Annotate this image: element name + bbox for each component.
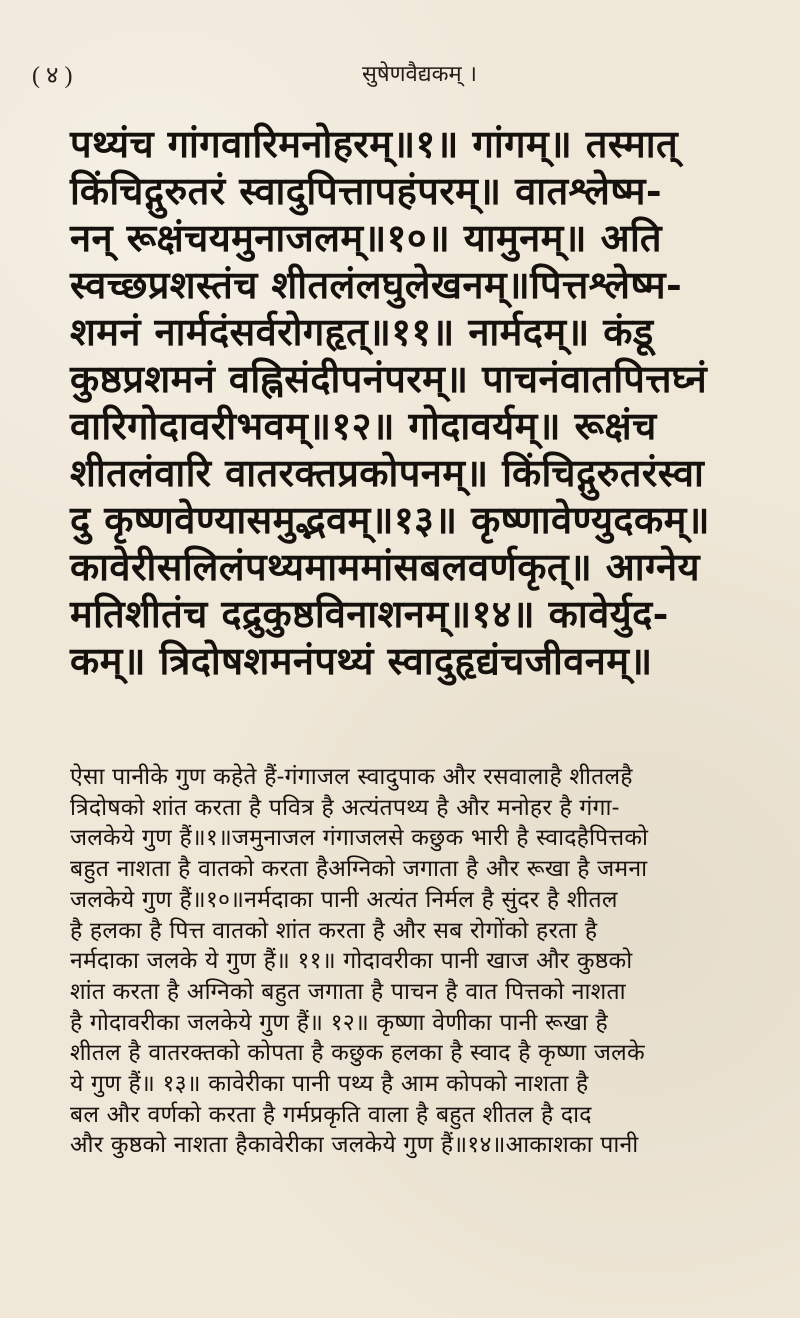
verse-line-4: स्वच्छप्रशस्तंच शीतलंलघुलेखनम्॥पित्तश्लेष्म- [70, 262, 683, 307]
page-header [32, 58, 760, 90]
verse-line-6: कुष्ठप्रशमनं वह्निसंदीपनंपरम्॥ पाचनंवातपित्तघ्नं [70, 356, 708, 401]
commentary-line-1: ऐसा पानीके गुण कहेते हैं-गंगाजल स्वादुपाक और रसवालाहै शीतलहै [70, 764, 633, 790]
commentary-line-11: ये गुण हैं॥ १३॥ कावेरीका पानी पथ्य है आम कोपको नाशता है [70, 1071, 589, 1098]
commentary-line-8: शांत करता है अग्निको बहुत जगाता है पाचन है वात पित्तको नाशता [70, 978, 626, 1005]
commentary-line-5: जलकेये गुण हैं॥१०॥नर्मदाका पानी अत्यंत निर्मल है सुंदर है शीतल [70, 886, 618, 913]
commentary-line-9: है गोदावरीका जलकेये गुण हैं॥ १२॥ कृष्णा वेणीका पानी रूखा है [70, 1009, 608, 1036]
verse-line-10: कावेरीसलिलंपथ्यमाममांसबलवर्णकृत्॥ आग्नेय [70, 544, 700, 589]
verse-line-11: मतिशीतंच दद्रुकुष्ठविनाशनम्॥१४॥ कावेर्युद- [70, 591, 669, 636]
verse-line-2: किंचिद्गुरुतरं स्वादुपित्तापहंपरम्॥ वातश्लेष्म- [70, 168, 663, 213]
sanskrit-verse-block [70, 120, 752, 684]
verse-line-12: कम्॥ त्रिदोषशमनंपथ्यं स्वादुहृद्यंचजीवनम्॥ [70, 638, 653, 683]
verse-line-9: दु कृष्णवेण्यासमुद्भवम्॥१३॥ कृष्णावेण्युदकम्॥ [70, 497, 710, 542]
verse-line-3: नन् रूक्षंचयमुनाजलम्॥१०॥ यामुनम्॥ अति [70, 215, 662, 260]
verse-line-1: पथ्यंच गांगवारिमनोहरम्॥१॥ गांगम्॥ तस्मात् [70, 121, 679, 166]
commentary-line-10: शीतल है वातरक्तको कोपता है कछुक हलका है स्वाद है कृष्णा जलके [70, 1040, 645, 1067]
verse-line-5: शमनं नार्मदंसर्वरोगहृत्॥११॥ नार्मदम्॥ कंडू [70, 309, 654, 354]
verse-line-7: वारिगोदावरीभवम्॥१२॥ गोदावर्यम्॥ रूक्षंच [70, 403, 657, 448]
commentary-line-2: त्रिदोषको शांत करता है पवित्र है अत्यंतपथ्य है और मनोहर है गंगा- [70, 794, 620, 821]
commentary-line-13: और कुष्ठको नाशता हैकावेरीका जलकेये गुण हैं॥१४॥आकाशका पानी [70, 1132, 639, 1159]
commentary-line-7: नर्मदाका जलके ये गुण हैं॥ ११॥ गोदावरीका पानी खाज और कुष्ठको [70, 948, 633, 975]
commentary-line-6: है हलका है पित्त वातको शांत करता है और सब रोगोंको हरता है [70, 917, 598, 944]
commentary-line-3: जलकेये गुण हैं॥१॥जमुनाजल गंगाजलसे कछुक भारी है स्वादहैपित्तको [70, 825, 649, 852]
hindi-commentary-block [70, 762, 760, 1161]
commentary-line-4: बहुत नाशता है वातको करता हैअग्निको जगाता है और रूखा है जमना [70, 856, 648, 883]
page-number: ( ४ ) [32, 63, 73, 89]
commentary-line-12: बल और वर्णको करता है गर्मप्रकृति वाला है बहुत शीतल है दाद [70, 1101, 592, 1128]
running-title: सुषेणवैद्यकम् । [362, 62, 477, 87]
verse-line-8: शीतलंवारि वातरक्तप्रकोपनम्॥ किंचिद्गुरुतरंस्वा [70, 450, 705, 495]
